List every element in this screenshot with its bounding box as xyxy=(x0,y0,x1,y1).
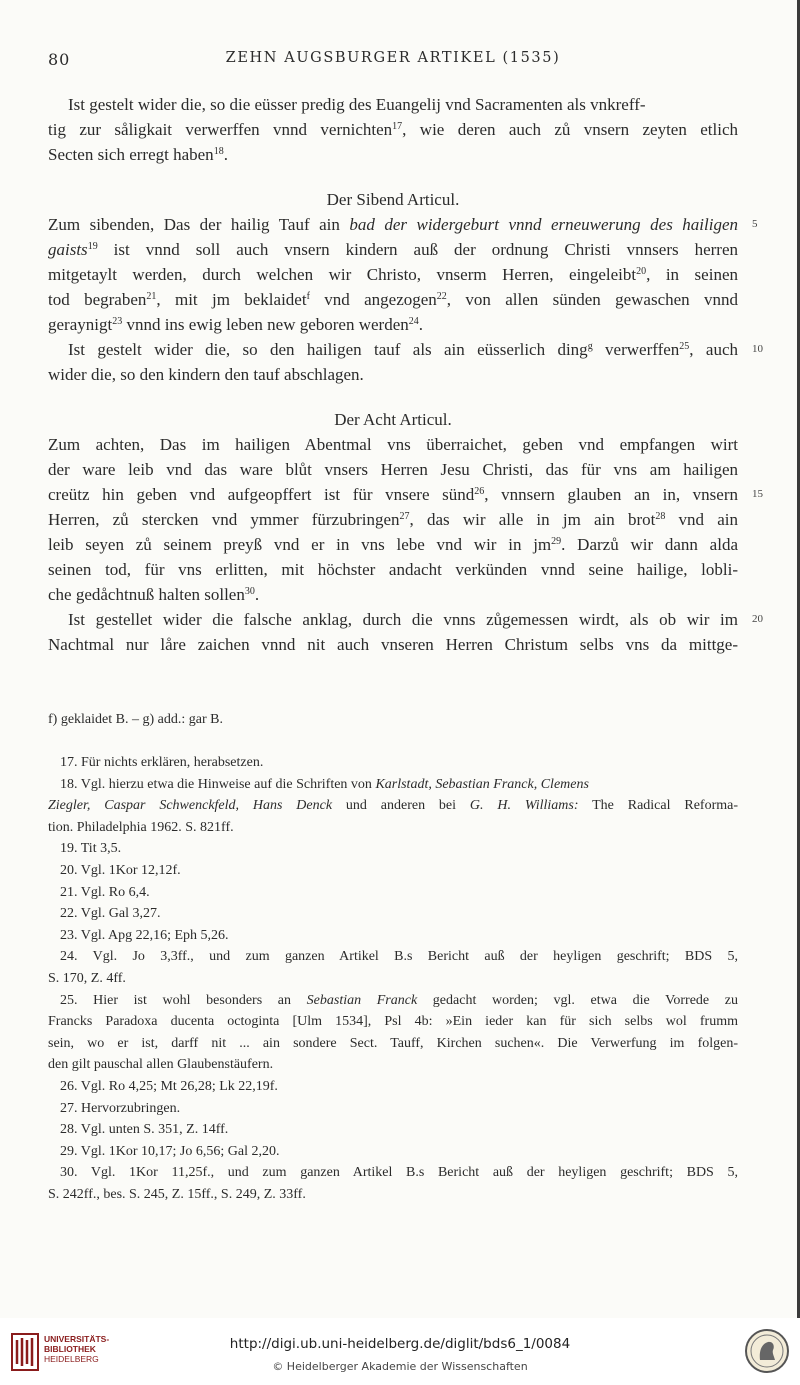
line-number: 15 xyxy=(752,488,763,500)
italic-text: bad der widergeburt vnnd erneuwerung des hailigen xyxy=(349,215,739,234)
text-run: verwerffen xyxy=(592,340,680,359)
footnotes xyxy=(48,752,738,1205)
footnote-line xyxy=(48,946,738,968)
text-run: tig zur såligkait verwerffen vnnd vernichten xyxy=(48,120,393,139)
footnote-ref: 25 xyxy=(679,341,690,352)
permalink-url[interactable]: http://digi.ub.uni-heidelberg.de/diglit/bds6_1/0084 xyxy=(229,1336,571,1352)
text-run: sein, wo er ist, darff nit ... ain sondere Sect. Tauff, Kirchen suchen«. Die Verwerfung im folgen- xyxy=(48,1035,738,1051)
text-line xyxy=(48,142,738,167)
line-content xyxy=(68,92,738,117)
text-run: den gilt pauschal allen Glaubenstäufern. xyxy=(48,1057,274,1073)
text-run: der ware leib vnd das ware blůt vnsers Herren Jesu Christi, das für vns am hailigen xyxy=(48,460,738,479)
text-run: 24. Vgl. Jo 3,3ff., und zum ganzen Artikel B.s Bericht auß der heyligen geschrift; BDS 5, xyxy=(60,949,738,965)
line-content xyxy=(48,212,738,237)
text-line xyxy=(48,312,738,337)
line-content xyxy=(48,632,738,657)
viewer-footer xyxy=(0,1318,800,1385)
text-run: Nachtmal nur låre zaichen vnnd nit auch vnseren Herren Christum selbs vns da mittge- xyxy=(48,635,738,654)
text-run: vnd angezogen xyxy=(309,290,437,309)
text-run: , von allen sünden gewaschen vnnd xyxy=(446,290,739,309)
footnote-line xyxy=(48,1119,738,1141)
text-run: , wie deren auch zů vnsern zeyten etlich xyxy=(402,120,738,139)
text-run: Zum achten, Das im hailigen Abentmal vns überraichet, geben vnd empfangen wirt xyxy=(48,435,738,454)
text-line xyxy=(48,262,738,287)
footnote-line xyxy=(48,817,738,839)
text-run: S. 242ff., bes. S. 245, Z. 15ff., S. 249, Z. 33ff. xyxy=(48,1186,306,1202)
text-run: Herren, zů stercken vnd ymmer fürzubringen xyxy=(48,510,400,529)
text-run: Secten sich erregt haben xyxy=(48,145,214,164)
text-line xyxy=(48,532,738,557)
footnote-ref: 24 xyxy=(408,316,419,327)
text-line xyxy=(48,582,738,607)
footnote-line xyxy=(48,1011,738,1033)
running-title: ZEHN AUGSBURGER ARTIKEL (1535) xyxy=(225,50,561,66)
text-line xyxy=(48,212,758,237)
footnote-line xyxy=(48,1054,738,1076)
footnote-line xyxy=(48,882,738,904)
footnote-ref: g xyxy=(587,341,593,352)
text-run: und anderen bei xyxy=(332,798,470,814)
line-content xyxy=(48,457,738,482)
line-content xyxy=(48,557,738,582)
text-run: Der Acht Articul. xyxy=(334,410,452,429)
textual-apparatus: f) geklaidet B. – g) add.: gar B. xyxy=(48,712,223,727)
text-run: 25. Hier ist wohl besonders an xyxy=(60,992,307,1008)
text-run: Ist gestelt wider die, so den hailigen tauf als ain eüsserlich ding xyxy=(68,340,588,359)
footnote-line xyxy=(48,860,738,882)
italic-text: Ziegler, Caspar Schwenckfeld, Hans Denck xyxy=(48,798,333,814)
footnote-line xyxy=(48,990,738,1012)
italic-text: gaists xyxy=(48,240,88,259)
text-run: gedacht worden; vgl. etwa die Vorrede zu xyxy=(417,992,738,1008)
footnote-ref: 21 xyxy=(146,291,157,302)
text-run: Ist gestellet wider die falsche anklag, durch die vnns zůgemessen wirdt, als ob wir im xyxy=(68,610,738,629)
footnote-ref: 18 xyxy=(213,146,224,157)
line-content xyxy=(68,337,738,362)
text-run: tod begraben xyxy=(48,290,147,309)
text-run: che gedåchtnuß halten sollen xyxy=(48,585,245,604)
library-name-line: HEIDELBERG xyxy=(44,1354,99,1364)
page-number: 80 xyxy=(48,50,71,69)
line-content xyxy=(48,262,738,287)
footnote-ref: f xyxy=(306,291,310,302)
main-text xyxy=(48,92,763,657)
text-run: seinen tod, für vns erlitten, mit höchster andacht verkünden vnnd seine hailige, lobli- xyxy=(48,560,738,579)
footnote-ref: 26 xyxy=(474,486,485,497)
footnote-line xyxy=(48,1076,738,1098)
footnote-ref: 22 xyxy=(436,291,447,302)
text-run: tion. Philadelphia 1962. S. 821ff. xyxy=(48,819,234,835)
text-run: S. 170, Z. 4ff. xyxy=(48,970,126,986)
text-run: creütz hin geben vnd aufgeopffert ist für vnsere sünd xyxy=(48,485,475,504)
italic-text: G. H. Williams: xyxy=(469,798,579,814)
line-content xyxy=(48,237,738,262)
text-line xyxy=(48,507,738,532)
text-run: 21. Vgl. Ro 6,4. xyxy=(60,884,150,900)
line-content xyxy=(48,312,738,337)
line-content xyxy=(48,117,738,142)
text-run: Francks Paradoxa ducenta octoginta [Ulm 1534], Psl 4b: »Ein ieder kan für sich selbs wol frumm xyxy=(48,1014,738,1030)
text-run: , mit jm beklaidet xyxy=(156,290,307,309)
text-line xyxy=(48,117,738,142)
text-line xyxy=(48,362,738,387)
text-run: ist vnnd soll auch vnsern kindern auß der ordnung Christi vnnsers herren xyxy=(97,240,738,259)
footnote-line xyxy=(48,795,738,817)
line-content xyxy=(48,362,738,387)
line-number: 5 xyxy=(752,218,758,230)
footnote-line xyxy=(48,1033,738,1055)
text-run: 23. Vgl. Apg 22,16; Eph 5,26. xyxy=(60,927,229,943)
text-run: geraynigt xyxy=(48,315,113,334)
line-content xyxy=(48,482,738,507)
line-content xyxy=(48,142,738,167)
footnote-ref: 19 xyxy=(87,241,98,252)
footnote-ref: 30 xyxy=(244,586,255,597)
line-content xyxy=(48,432,738,457)
text-run: vnnd ins ewig leben new geboren werden xyxy=(122,315,409,334)
italic-text: Sebastian Franck xyxy=(306,992,418,1008)
text-run: 27. Hervorzubringen. xyxy=(60,1100,181,1116)
line-content xyxy=(48,532,738,557)
footnote-line xyxy=(48,1184,738,1206)
text-run: 19. Tit 3,5. xyxy=(60,841,122,857)
footnote-line xyxy=(48,903,738,925)
text-run: . xyxy=(254,585,260,604)
footnote-line xyxy=(48,1098,738,1120)
text-line xyxy=(48,337,763,362)
footnote-line xyxy=(48,968,738,990)
footnote-ref: 29 xyxy=(551,536,562,547)
text-run: 28. Vgl. unten S. 351, Z. 14ff. xyxy=(60,1122,229,1138)
line-content xyxy=(48,507,738,532)
line-content xyxy=(48,287,738,312)
text-run: Zum sibenden, Das der hailig Tauf ain xyxy=(48,215,350,234)
text-run: The Radical Reforma- xyxy=(578,798,738,814)
text-run: 30. Vgl. 1Kor 11,25f., und zum ganzen Artikel B.s Bericht auß der heyligen geschrift; BDS 5, xyxy=(60,1165,738,1181)
footnote-ref: 23 xyxy=(112,316,123,327)
text-run: 17. Für nichts erklären, herabsetzen. xyxy=(60,755,264,770)
text-line xyxy=(48,287,738,312)
italic-text: Karlstadt, Sebastian Franck, Clemens xyxy=(375,776,589,792)
footnote-line xyxy=(48,838,738,860)
text-run: . xyxy=(223,145,228,164)
article-heading xyxy=(48,407,738,432)
text-run: Ist gestelt wider die, so die eüsser predig des Euangelij vnd Sacramenten als vnkreff- xyxy=(68,95,646,114)
section-gap xyxy=(48,387,738,407)
text-line xyxy=(48,432,738,457)
footnote-line xyxy=(48,1141,738,1163)
text-run: vnd ain xyxy=(665,510,738,529)
article-heading xyxy=(48,187,738,212)
text-line xyxy=(48,457,738,482)
text-run: 29. Vgl. 1Kor 10,17; Jo 6,56; Gal 2,20. xyxy=(60,1143,280,1159)
line-content xyxy=(68,607,738,632)
footnote-line xyxy=(48,752,738,774)
text-line xyxy=(48,632,738,657)
footnote-ref: 28 xyxy=(655,511,666,522)
page-header xyxy=(48,50,738,74)
text-line xyxy=(48,482,763,507)
line-content xyxy=(48,407,738,432)
text-run: , auch xyxy=(689,340,738,359)
text-run: 26. Vgl. Ro 4,25; Mt 26,28; Lk 22,19f. xyxy=(60,1078,278,1094)
line-content xyxy=(48,582,738,607)
academy-seal-icon xyxy=(744,1328,790,1374)
section-gap xyxy=(48,167,738,187)
line-number: 10 xyxy=(752,343,763,355)
text-run: Der Sibend Articul. xyxy=(326,190,460,209)
text-run: , in seinen xyxy=(646,265,738,284)
text-run: . xyxy=(418,315,424,334)
footnote-line xyxy=(48,774,738,796)
text-line xyxy=(48,557,738,582)
text-run: 18. Vgl. hierzu etwa die Hinweise auf die Schriften von xyxy=(60,776,376,792)
line-content xyxy=(48,187,738,212)
text-run: , das wir alle in jm ain brot xyxy=(409,510,656,529)
line-number: 20 xyxy=(752,613,763,625)
text-run: 20. Vgl. 1Kor 12,12f. xyxy=(60,862,181,878)
footnote-ref: 17 xyxy=(392,121,403,132)
text-run: wider die, so den kindern den tauf abschlagen. xyxy=(48,365,364,384)
text-run: 22. Vgl. Gal 3,27. xyxy=(60,906,161,922)
footnote-line xyxy=(48,925,738,947)
footnote-ref: 20 xyxy=(636,266,647,277)
text-run: . Darzů wir dann alda xyxy=(561,535,738,554)
text-line xyxy=(48,607,763,632)
text-run: , vnnsern glauben an in, vnsern xyxy=(484,485,738,504)
copyright-notice: © Heidelberger Akademie der Wissenschaften xyxy=(272,1360,528,1373)
text-run: leib seyen zů seinem preyß vnd er in vns lebe vnd wir in jm xyxy=(48,535,552,554)
text-line xyxy=(48,237,738,262)
footnote-ref: 27 xyxy=(399,511,410,522)
library-name-line: UNIVERSITÄTS- xyxy=(44,1334,110,1344)
footnote-line xyxy=(48,1162,738,1184)
text-line xyxy=(48,92,738,117)
library-name-line: BIBLIOTHEK xyxy=(44,1344,96,1354)
text-run: mitgetaylt werden, durch welchen wir Christo, vnserm Herren, eingeleibt xyxy=(48,265,637,284)
